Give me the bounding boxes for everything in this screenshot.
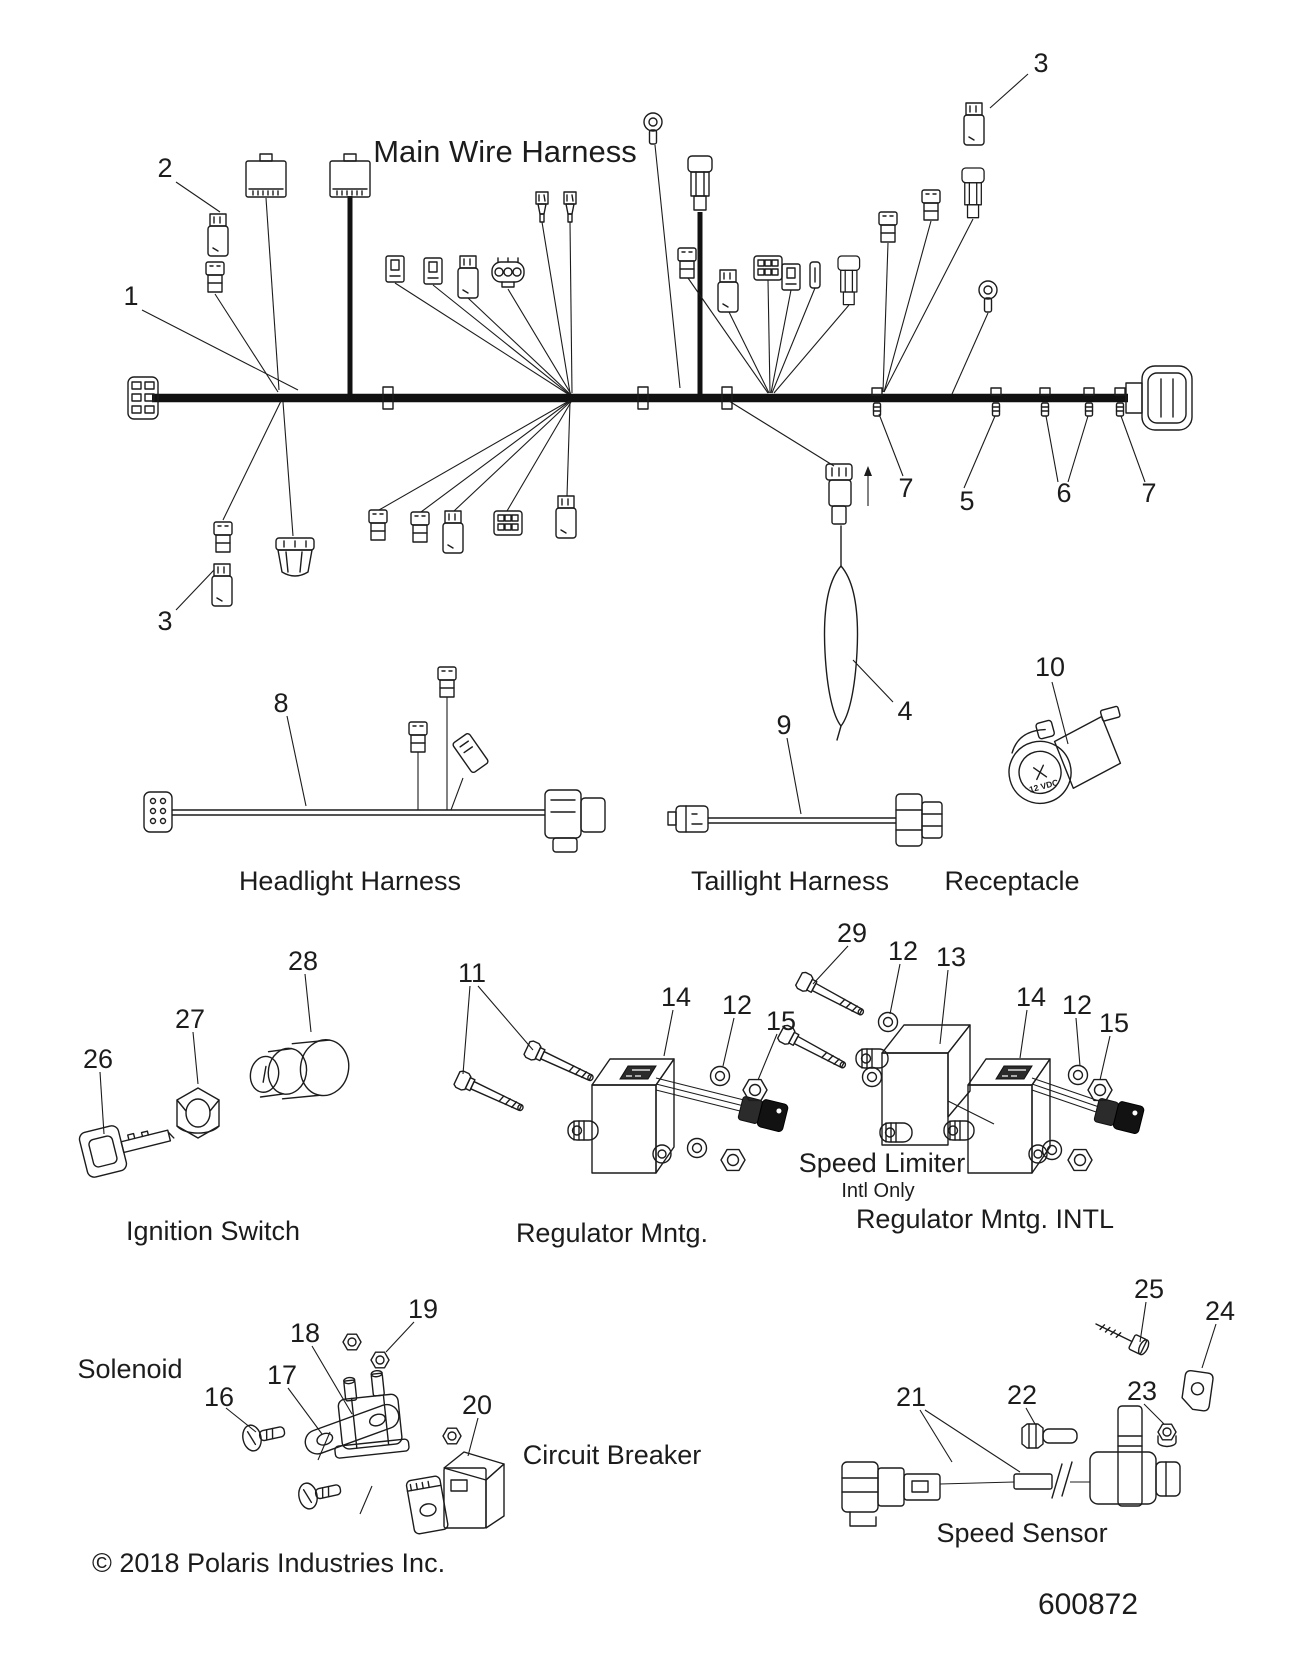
pull-tie bbox=[825, 566, 858, 726]
headlight-connector-left bbox=[144, 792, 172, 832]
receptacle bbox=[944, 652, 1136, 896]
speed-sensor-title: Speed Sensor bbox=[936, 1518, 1108, 1548]
ignition-title: Ignition Switch bbox=[125, 1216, 301, 1246]
washer bbox=[1069, 1066, 1088, 1085]
branch-connector bbox=[409, 722, 427, 752]
headlight-harness bbox=[144, 667, 605, 896]
nut bbox=[743, 1080, 767, 1101]
callout-4: 4 bbox=[897, 696, 913, 726]
callout-9: 9 bbox=[776, 710, 792, 740]
washer bbox=[711, 1067, 730, 1086]
callout-2: 2 bbox=[157, 153, 173, 183]
connector-3-top bbox=[964, 103, 984, 145]
callout-3-bottom: 3 bbox=[157, 606, 173, 636]
solenoid-group bbox=[77, 1294, 461, 1514]
trunk-left-connector bbox=[128, 377, 158, 419]
screw bbox=[240, 1418, 286, 1452]
callout-14-intl: 14 bbox=[1015, 982, 1047, 1012]
solenoid-title: Solenoid bbox=[77, 1354, 183, 1384]
small-connector bbox=[922, 190, 940, 220]
large-round-connector bbox=[276, 538, 314, 576]
ring-terminal bbox=[979, 281, 997, 312]
small-connector bbox=[214, 522, 232, 552]
ring-terminal bbox=[644, 113, 662, 144]
connector-2 bbox=[208, 214, 228, 256]
callout-17: 17 bbox=[266, 1360, 298, 1390]
sensor-bolt bbox=[1022, 1424, 1077, 1448]
thin-terminal bbox=[810, 262, 820, 288]
nut bbox=[1088, 1080, 1112, 1101]
small-connector bbox=[838, 256, 860, 305]
bolt bbox=[453, 1070, 526, 1117]
nut bbox=[371, 1352, 389, 1368]
cylindrical-connector bbox=[688, 156, 712, 210]
callout-7-left: 7 bbox=[898, 473, 914, 503]
small-connector bbox=[411, 512, 429, 542]
small-connector bbox=[424, 258, 442, 284]
callout-23: 23 bbox=[1126, 1376, 1158, 1406]
callout-3-top: 3 bbox=[1033, 48, 1049, 78]
speed-sensor-connector bbox=[842, 1462, 940, 1526]
grid-connector bbox=[754, 256, 782, 280]
callout-10: 10 bbox=[1034, 652, 1066, 682]
callout-22: 22 bbox=[1006, 1380, 1038, 1410]
small-connector bbox=[494, 511, 522, 535]
regulator-intl-title: Regulator Mntg. INTL bbox=[855, 1204, 1115, 1234]
sensor-cable-sleeve bbox=[1014, 1474, 1052, 1489]
callout-15-regulator: 15 bbox=[765, 1006, 797, 1036]
callout-15-intl: 15 bbox=[1098, 1008, 1130, 1038]
callout-6: 6 bbox=[1056, 478, 1072, 508]
receptacle-cap-label: 12 VDC bbox=[1028, 777, 1060, 795]
callout-12-intl: 12 bbox=[1061, 990, 1093, 1020]
small-connector bbox=[678, 248, 696, 278]
nut bbox=[1068, 1150, 1092, 1171]
bolt bbox=[523, 1040, 596, 1087]
callout-13: 13 bbox=[935, 942, 967, 972]
callout-19: 19 bbox=[407, 1294, 439, 1324]
regulator-box bbox=[568, 1059, 674, 1173]
taillight-connector-left bbox=[668, 806, 708, 832]
solenoid-body bbox=[327, 1368, 409, 1458]
small-connector bbox=[443, 511, 463, 553]
sensor-nut bbox=[1158, 1424, 1176, 1440]
main-title: Main Wire Harness bbox=[373, 134, 637, 169]
callout-7-right: 7 bbox=[1141, 478, 1157, 508]
washer bbox=[688, 1139, 707, 1158]
speed-limiter-subtitle: Intl Only bbox=[841, 1180, 915, 1202]
callout-8: 8 bbox=[273, 688, 289, 718]
circuit-breaker-title: Circuit Breaker bbox=[522, 1440, 702, 1470]
small-connector bbox=[556, 496, 576, 538]
fuse-connector bbox=[386, 256, 404, 282]
small-connector bbox=[879, 212, 897, 242]
callout-12-speed-limiter: 12 bbox=[887, 936, 919, 966]
nut bbox=[343, 1334, 361, 1350]
part-number: 600872 bbox=[1037, 1588, 1139, 1621]
circuit-breaker-group bbox=[406, 1390, 702, 1535]
callout-5: 5 bbox=[959, 486, 975, 516]
screw bbox=[296, 1476, 342, 1510]
callout-20: 20 bbox=[461, 1390, 493, 1420]
washer bbox=[879, 1013, 898, 1032]
small-connector bbox=[458, 256, 478, 298]
regulator-connector bbox=[1093, 1096, 1144, 1134]
ignition-cylinder bbox=[247, 1028, 353, 1112]
taillight-connector-right bbox=[896, 794, 942, 846]
small-connector bbox=[782, 264, 800, 290]
three-pin-round-connector bbox=[492, 258, 524, 287]
copyright-text: © 2018 Polaris Industries Inc. bbox=[92, 1548, 446, 1578]
callout-16: 16 bbox=[203, 1382, 235, 1412]
nut bbox=[721, 1150, 745, 1171]
receptacle-title: Receptacle bbox=[944, 866, 1080, 896]
sensor-screw bbox=[1092, 1317, 1150, 1356]
connector-2-mate bbox=[206, 262, 224, 292]
callout-25: 25 bbox=[1133, 1274, 1165, 1304]
callout-18: 18 bbox=[289, 1318, 321, 1348]
regulator-title: Regulator Mntg. bbox=[515, 1218, 709, 1248]
speed-limiter bbox=[777, 918, 994, 1202]
circuit-breaker-body bbox=[406, 1452, 504, 1535]
callout-24: 24 bbox=[1204, 1296, 1236, 1326]
relay-connector-a bbox=[246, 154, 286, 197]
ignition-nut bbox=[177, 1088, 219, 1138]
branch-connector bbox=[438, 667, 456, 697]
callout-29: 29 bbox=[836, 918, 868, 948]
blade-terminal bbox=[536, 192, 548, 222]
bolt bbox=[795, 971, 867, 1021]
speed-limiter-title: Speed Limiter bbox=[798, 1148, 966, 1178]
connector-3-bottom bbox=[212, 564, 232, 606]
drop-connector bbox=[826, 464, 852, 524]
regulator-connector bbox=[737, 1094, 788, 1132]
speed-sensor-group bbox=[842, 1274, 1235, 1548]
ignition-switch bbox=[78, 946, 353, 1246]
headlight-title: Headlight Harness bbox=[238, 866, 462, 896]
connector-3-mate bbox=[962, 168, 984, 218]
callout-11: 11 bbox=[457, 958, 487, 988]
callout-14-regulator: 14 bbox=[660, 982, 692, 1012]
blade-terminal bbox=[564, 192, 576, 222]
regulator-mounting bbox=[453, 958, 796, 1248]
main-wire-harness bbox=[123, 48, 1192, 740]
small-connector bbox=[718, 270, 738, 312]
footer bbox=[92, 1548, 1138, 1621]
key bbox=[78, 1112, 178, 1179]
taillight-title: Taillight Harness bbox=[690, 866, 890, 896]
callout-21: 21 bbox=[895, 1382, 927, 1412]
callout-28: 28 bbox=[287, 946, 319, 976]
headlight-connector-right bbox=[545, 790, 605, 852]
washer bbox=[863, 1068, 882, 1087]
callout-26: 26 bbox=[82, 1044, 114, 1074]
speed-sensor-body bbox=[1090, 1406, 1180, 1506]
arrow-up-icon bbox=[864, 466, 872, 476]
trunk-right-connector bbox=[1142, 366, 1192, 430]
taillight-harness bbox=[668, 710, 942, 896]
callout-1: 1 bbox=[123, 281, 139, 311]
angled-flat-connector bbox=[452, 733, 489, 774]
sensor-bracket bbox=[1181, 1370, 1214, 1412]
callout-12-regulator: 12 bbox=[721, 990, 753, 1020]
end-adapter bbox=[1126, 383, 1142, 413]
nut bbox=[443, 1428, 461, 1444]
relay-connector-b bbox=[330, 154, 370, 197]
callout-27: 27 bbox=[174, 1004, 206, 1034]
small-connector bbox=[369, 510, 387, 540]
